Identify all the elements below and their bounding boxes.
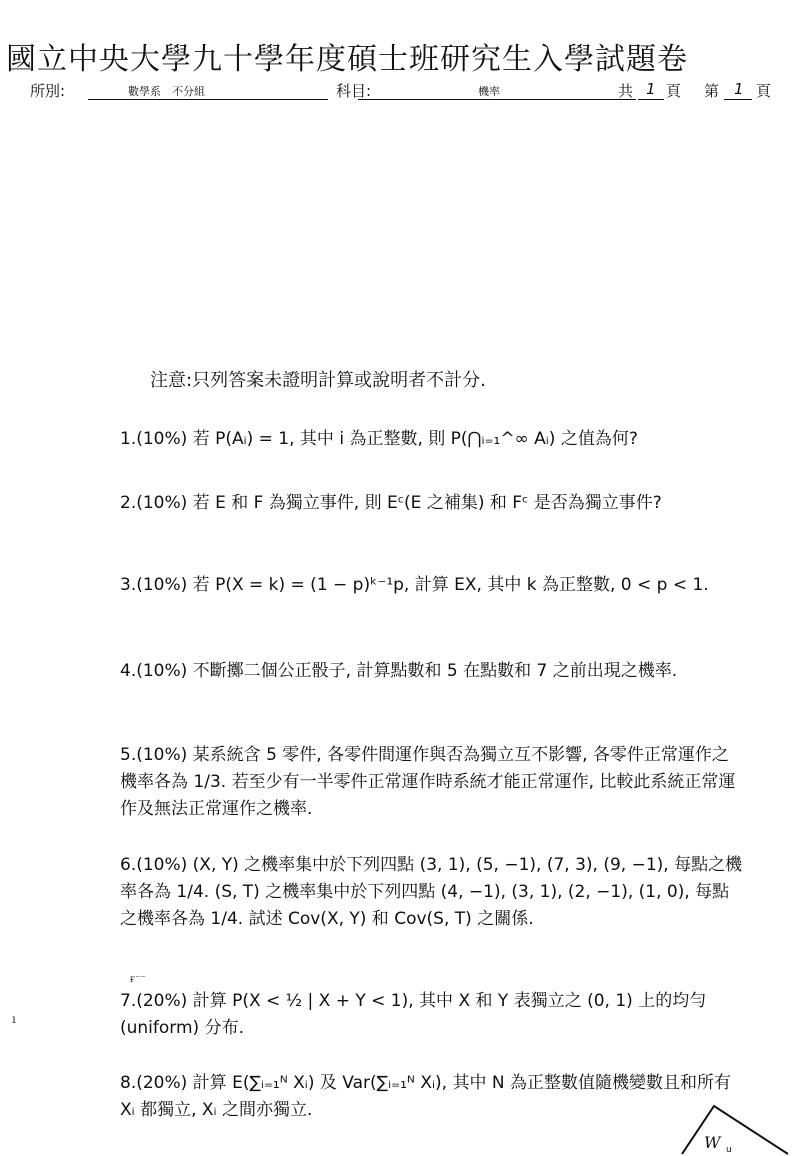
question-5: 5.(10%) 某系統含 5 零件, 各零件間運作與否為獨立互不影響, 各零件正常運作之機率各為 1/3. 若至少有一半零件正常運作時系統才能正常運作, 比較此系統正常運作及無法正常運作之機率. — [120, 745, 736, 819]
dept-underline — [88, 99, 328, 100]
svg-text:W: W — [704, 1133, 721, 1152]
question-7: 7.(20%) 計算 P(X < ½ | X + Y < 1), 其中 X 和 Y 表獨立之 (0, 1) 上的均勻 (uniform) 分布. — [120, 991, 707, 1038]
scan-mark: ғ⁻⁻ — [130, 974, 146, 985]
dept-value: 數學系 不分組 — [128, 85, 205, 98]
question-3: 3.(10%) 若 P(X = k) = (1 − p)ᵏ⁻¹p, 計算 EX, 其中 k 為正整數, 0 < p < 1. — [120, 575, 709, 595]
scan-dot: ı — [12, 1012, 16, 1026]
subject-label: 科目: — [336, 82, 372, 100]
question-4: 4.(10%) 不斷擲二個公正骰子, 計算點數和 5 在點數和 7 之前出現之機率. — [120, 661, 678, 681]
exam-note: 注意:只列答案未證明計算或說明者不計分. — [150, 370, 486, 391]
page-number: 1 — [734, 80, 744, 98]
page-unit: 頁 — [666, 82, 682, 100]
question-2: 2.(10%) 若 E 和 F 為獨立事件, 則 Eᶜ(E 之補集) 和 Fᶜ 是否為獨立事件? — [120, 493, 662, 513]
exam-title: 國立中央大學九十學年度碩士班研究生入學試題卷 — [6, 42, 688, 77]
question-1: 1.(10%) 若 P(Aᵢ) = 1, 其中 i 為正整數, 則 P(⋂ᵢ₌₁^∞ Aᵢ) 之值為何? — [120, 429, 638, 449]
svg-text:u: u — [726, 1145, 732, 1155]
dept-label: 所別: — [30, 82, 66, 100]
question-6: 6.(10%) (X, Y) 之機率集中於下列四點 (3, 1), (5, −1), (7, 3), (9, −1), 每點之機率各為 1/4. (S, T) 之機率集中於下列四點 (4, −1), (3, 1), (2, −1), (1, 0), 每點之機率各為 1/4. 試述 Cov(X, Y) 和 Cov(S, T) 之關係. — [120, 855, 743, 929]
page-label: 第 — [704, 82, 720, 100]
total-underline — [638, 99, 664, 100]
subject-underline — [358, 99, 636, 100]
page-underline — [724, 99, 752, 100]
total-pages: 1 — [646, 80, 656, 98]
subject-value: 機率 — [478, 85, 500, 98]
question-8: 8.(20%) 計算 E(∑ᵢ₌₁ᴺ Xᵢ) 及 Var(∑ᵢ₌₁ᴺ Xᵢ), 其中 N 為正整數值隨機變數且和所有 Xᵢ 都獨立, Xᵢ 之間亦獨立. — [120, 1073, 731, 1120]
exam-header-info — [30, 80, 800, 102]
total-label: 共 — [618, 82, 634, 100]
page-unit-2: 頁 — [756, 82, 772, 100]
stamp-seal-icon — [680, 1100, 790, 1156]
